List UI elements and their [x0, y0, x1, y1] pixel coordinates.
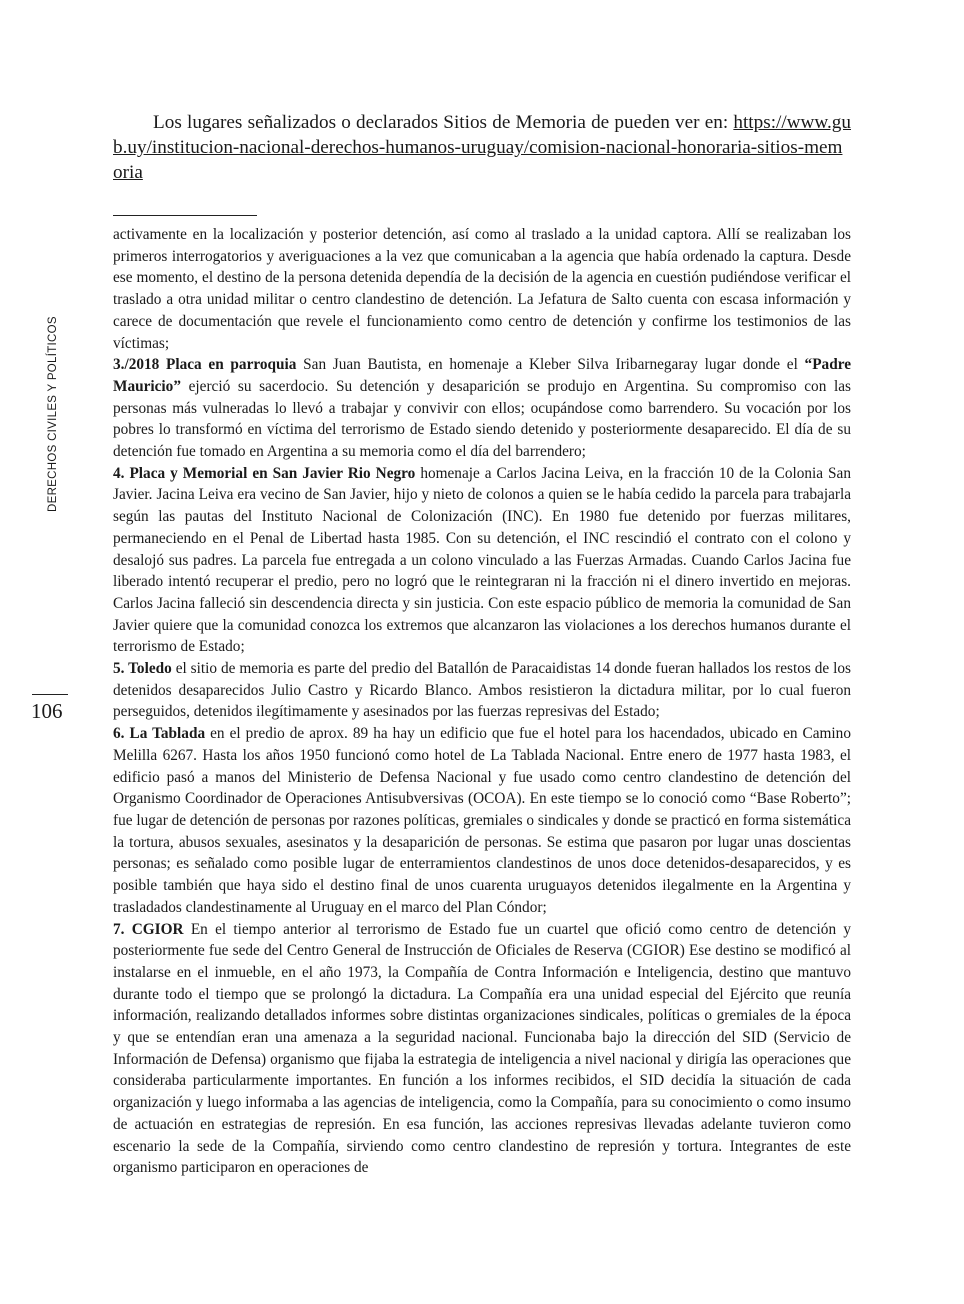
footnote-separator [113, 215, 257, 216]
footnote-item-6 [113, 723, 851, 918]
item-3-text-c: ejerció su sacerdocio. Su detención y desaparición se produjo en Argentina. Su compromiso con las personas más vulneradas lo llevó a trabajar y convivir con ellos; ocupándose como barrendero. Su vocación por los pobres lo transformó en víctima del terrorismo de Estado siendo detenido y posteriormente desaparecido. El día de su detención fue tomado en Argentina a su memoria como el día del barrendero; [113, 377, 851, 461]
footnote-item-7 [113, 919, 851, 1179]
item-3-padre-mauricio: “Padre Mauricio” [113, 356, 851, 395]
footnote-item-5 [113, 658, 851, 723]
footnote-item-4 [113, 463, 851, 658]
item-4-text: homenaje a Carlos Jacina Leiva, en la fracción 10 de la Colonia San Javier. Jacina Leiva era vecino de San Javier, hijo y nieto de colonos a quien se le había cedido la parcela para trabajarla según las pautas del Instituto Nacional de Colonización (INC). En 1980 fue detenido por fuerzas militares, permaneciendo en el Penal de Libertad hasta 1985. Con su detención, el INC rescindió el contrato con el colono y desalojó sus padres. La parcela fue entregada a un colono vinculado a las Fuerzas Armadas. Cuando Carlos Jacina fue liberado intentó recuperar el predio, pero no logró que le reintegraran ni la fracción ni el dinero invertido en mejoras. Carlos Jacina falleció sin descendencia directa y sin justicia. Con este espacio público de memoria la comunidad de San Javier quiere que la comunidad conozca los extremos que alcanzaron las violaciones a los derechos humanos durante el terrorismo de Estado; [113, 464, 851, 656]
item-6-heading: 6. La Tablada [113, 725, 206, 743]
footnote-item-3 [113, 354, 851, 463]
item-7-heading: 7. CGIOR [113, 920, 184, 938]
memory-sites-link[interactable]: https://www.gub.uy/institucion-nacional-derechos-humanos-uruguay/comision-nacional-honoraria-sitios-memoria [113, 112, 851, 183]
running-header-vertical: DERECHOS CIVILES Y POLÍTICOS [47, 316, 59, 512]
item-6-text: en el predio de aprox. 89 ha hay un edificio que fue el hotel para los hacendados, ubicado en Camino Melilla 6267. Hasta los años 1950 funcionó como hotel de La Tablada Nacional. Entre enero de 1977 hasta 1983, el edificio pasó a manos del Ministerio de Defensa Nacional y fue usado como centro clandestino de detención del Organismo Coordinador de Operaciones Antisubversivas (OCOA). En este tiempo se lo conoció como “Base Roberto”; fue lugar de detención de personas por razones políticas, gremiales o sindicales y donde se practicó en forma sistemática la tortura, abusos sexuales, asesinatos y la desaparición de personas. Se estima que pasaron por lugar unas doscientas personas; es señalado como posible lugar de enterramientos clandestinos de unos doce detenidos-desaparecidos, y es posible también que haya sido el destino final de unos cuarenta uruguayos detenidos ilegalmente en la Argentina y trasladados clandestinamente al Uruguay en el marco del Plan Cóndor; [113, 725, 851, 916]
item-5-text: el sitio de memoria es parte del predio del Batallón de Paracaidistas 14 donde fueran hallados los restos de los detenidos desaparecidos Julio Castro y Ricardo Blanco. Ambos resistieron la dictadura militar, por lo cual fueron perseguidos, detenidos ilegítimamente y asesinados por las fuerzas represivas del Estado; [113, 660, 851, 721]
footnote-continuation: activamente en la localización y posterior detención, así como al traslado a la unidad captora. Allí se realizaban los primeros interrogatorios y averiguaciones a la vez que comunicaban a la agencia que había ordenado la captura. Desde ese momento, el destino de la persona detenida dependía de la decisión de la agencia en cuestión pudiéndose verificar el traslado a otra unidad militar o centro clandestino de detención. La Jefatura de Salto cuenta con escasa información y carece de documentación que revele el funcionamiento como centro de detención y confirme los testimonios de las víctimas; [113, 226, 851, 352]
body-paragraph [113, 110, 851, 185]
item-4-heading: 4. Placa y Memorial en San Javier Rio Negro [113, 464, 416, 482]
item-3-heading: 3./2018 Placa en parroquia [113, 356, 297, 374]
item-3-text-a: San Juan Bautista, en homenaje a Kleber Silva Iribarnegaray lugar donde el [296, 356, 805, 374]
item-5-heading: 5. Toledo [113, 660, 172, 678]
page-number-rule [32, 694, 68, 695]
footnotes [113, 224, 851, 1179]
item-7-text: En el tiempo anterior al terrorismo de Estado fue un cuartel que ofició como centro de detención y posteriormente fue sede del Centro General de Instrucción de Oficiales de Reserva (CGIOR) Ese destino se modificó al instalarse en el inmueble, en el año 1973, la Compañía de Contra Información e Inteligencia, destino que mantuvo durante todo el tiempo que se prolongó la dictadura. La Compañía era una unidad especial del Ejército que reunía información, realizando detallados informes sobre distintas organizaciones sindicales, políticas o gremiales de la época y que se entendían eran una amenaza a la seguridad nacional. Funcionaba bajo la dirección del SID (Servicio de Información de Defensa) organismo que fijaba la estrategia de inteligencia a nivel nacional y dirigía las operaciones que consideraba particularmente importantes. En función a los informes recibidos, el SID decidía la situación de cada organización y luego informaba a las agencias de inteligencia, como la Compañía, para su conocimiento o como insumo de actuación en estrategias de represión. En esa función, las acciones represivas llevadas adelante tuvieron como escenario la sede de la Compañía, sirviendo como centro clandestino de represión y tortura. Integrantes de este organismo participaron en operaciones de [113, 920, 851, 1177]
page-number: 106 [31, 699, 63, 723]
body-text: Los lugares señalizados o declarados Sitios de Memoria de pueden ver en: [153, 112, 734, 133]
